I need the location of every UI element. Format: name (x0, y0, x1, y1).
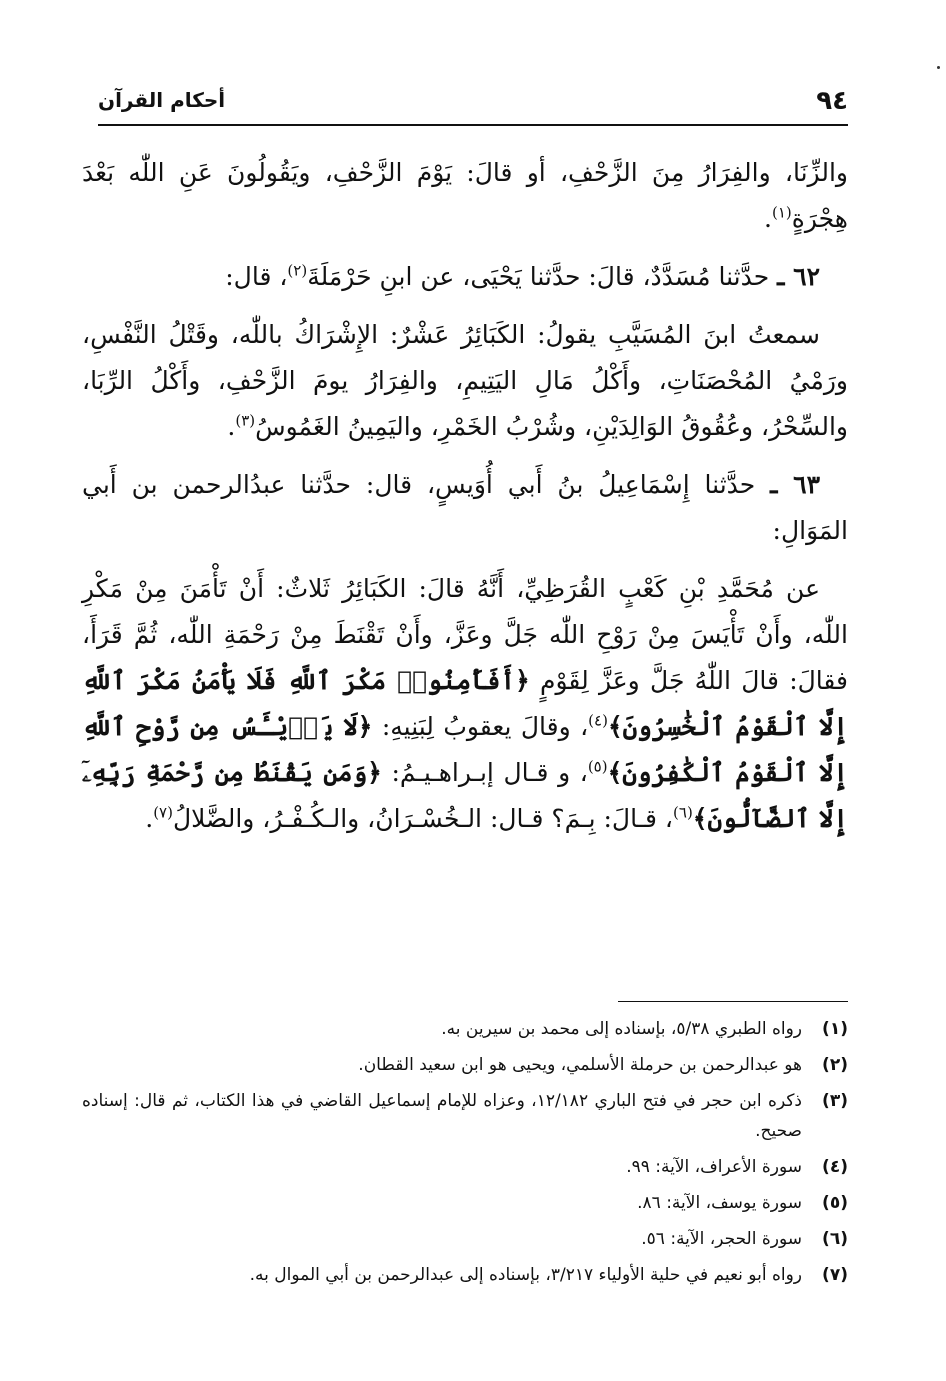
footnote-marker: (٣) (235, 411, 256, 430)
footnote-number: (٤) (822, 1157, 848, 1177)
matn-text: ، وقالَ يعقوبُ لِبَنِيهِ: (381, 712, 589, 741)
footnote-text: ذكره ابن حجر في فتح الباري ١٢/١٨٢، وعزاه للإمام إسماعيل القاضي في هذا الكتاب، ثم قال: إسناده صحيح. (82, 1091, 802, 1141)
footnote-text: سورة الأعراف، الآية: ٩٩. (626, 1157, 802, 1177)
matn-text: ، و قـال إبـراهـيـمُ: (391, 758, 588, 787)
footnote-marker: (٢) (287, 261, 308, 280)
page-header (98, 80, 848, 120)
paragraph-continuation (82, 150, 848, 242)
footnote-text: سورة يوسف، الآية: ٨٦. (637, 1193, 802, 1213)
hadith-62-isnad (82, 254, 848, 300)
footnote-marker: (٤) (588, 711, 608, 730)
footnote-number: (٣) (822, 1091, 848, 1111)
hadith-62-matn (82, 312, 848, 450)
footnote-number: (٧) (822, 1265, 848, 1285)
footnote (82, 1086, 848, 1146)
hadith-63-matn (82, 566, 848, 842)
footnote-marker: (١) (772, 203, 792, 222)
footnote-separator (618, 1001, 848, 1002)
footnote-marker: (٧) (153, 803, 173, 822)
paragraph-text: والزِّنَا، والفِرَارُ مِنَ الزَّحْفِ، أو قالَ: يَوْمَ الزَّحْفِ، ويَقُولُونَ عَنِ اللّٰه بَعْدَ هِجْرَةٍ (82, 158, 848, 233)
scan-speck (937, 66, 940, 69)
isnad-end: ، قال: (225, 262, 288, 291)
quran-verse: ﴿وَمَن يَقْنَطُ مِن رَّحْمَةِ رَبِّهِۦٓ إِلَّا ٱلضَّآلُّونَ﴾ (82, 758, 848, 833)
footnotes (82, 1014, 848, 1296)
footnote-text: رواه أبو نعيم في حلية الأولياء ٣/٢١٧، بإسناده إلى عبدالرحمن بن أبي الموال به. (249, 1265, 802, 1285)
footnote (82, 1152, 848, 1182)
running-title: أحكام القرآن (98, 88, 226, 112)
punctuation: . (145, 804, 154, 833)
footnote-marker: (٦) (673, 803, 693, 822)
footnote-number: (١) (822, 1019, 848, 1039)
page-number: ٩٤ (816, 86, 848, 116)
matn-text: سمعتُ ابنَ المُسَيَّبِ يقولُ: الكَبَائِرُ عَشْرٌ: الإِشْرَاكُ باللّٰه، وقَتْلُ النَّفْسِ، ورَمْيُ المُحْصَنَاتِ، وأَكْلُ مَالِ اليَتِيمِ، والفِرَارُ يومَ الزَّحْفِ، وأَكْلُ الرِّبَا، والسِّحْرُ، وعُقُوقُ الوَالِدَيْنِ، وشُرْبُ الخَمْرِ، واليَمِينُ الغَمُوسُ (82, 320, 848, 441)
quran-verse: ﴿لَا يَا۟يْـَٔسُ مِن رَّوْحِ ٱللَّهِ إِلَّا ٱلْقَوْمُ ٱلْكَٰفِرُونَ﴾ (82, 712, 848, 787)
quran-verse: ﴿أَفَأَمِنُوا۟ مَكْرَ ٱللَّهِ فَلَا يَأْمَنُ مَكْرَ ٱللَّهِ إِلَّا ٱلْقَوْمُ ٱلْخَٰسِرُونَ﴾ (82, 666, 849, 741)
main-text (82, 150, 848, 854)
hadith-63-isnad (82, 462, 848, 554)
footnote-number: (٢) (822, 1055, 848, 1075)
isnad-text: حدَّثنا إِسْمَاعِيلُ بنُ أَبي أُوَيسٍ، قال: حدَّثنا عبدُالرحمن بن أَبي المَوَالِ: (82, 470, 848, 545)
footnote (82, 1050, 848, 1080)
punctuation: . (764, 204, 772, 233)
footnote-number: (٦) (822, 1229, 848, 1249)
hadith-number: ٦٢ ـ (777, 262, 820, 291)
footnote-text: سورة الحجر، الآية: ٥٦. (641, 1229, 802, 1249)
matn-text: ، قـالَ: بِـمَ؟ قـال: الـخُسْـرَانُ، والـكُـفْـرُ، والضَّلالُ (172, 804, 674, 833)
footnote (82, 1260, 848, 1290)
hadith-number: ٦٣ ـ (770, 470, 820, 499)
footnote (82, 1224, 848, 1254)
footnote-text: رواه الطبري ٥/٣٨، بإسناده إلى محمد بن سيرين به. (441, 1019, 802, 1039)
punctuation: . (227, 412, 236, 441)
footnote-text: هو عبدالرحمن بن حرملة الأسلمي، ويحيى هو ابن سعيد القطان. (358, 1055, 802, 1075)
footnote-marker: (٥) (587, 757, 608, 776)
isnad-text: حدَّثنا مُسَدَّدٌ، قالَ: حدَّثنا يَحْيَى، عن ابنِ حَرْمَلَةَ (307, 262, 770, 291)
header-rule (98, 124, 848, 126)
footnote-number: (٥) (822, 1193, 848, 1213)
matn-text: عن مُحَمَّدِ بْنِ كَعْبٍ القُرَظِيِّ، أَنَّهُ قالَ: الكَبَائِرُ ثَلاثٌ: أَنْ تَأْمَنَ مِنْ مَكْرِ اللّٰه، وأَنْ تَأْيَسَ مِنْ رَوْحِ اللّٰه جَلَّ وعَزَّ، وأَنْ تَقْنَطَ مِنْ رَحْمَةِ اللّٰه، ثُمَّ قَرَأَ، فقالَ: قالَ اللّٰهُ جَلَّ وعَزَّ لِقَوْمٍ (82, 574, 848, 695)
footnote (82, 1188, 848, 1218)
footnote (82, 1014, 848, 1044)
